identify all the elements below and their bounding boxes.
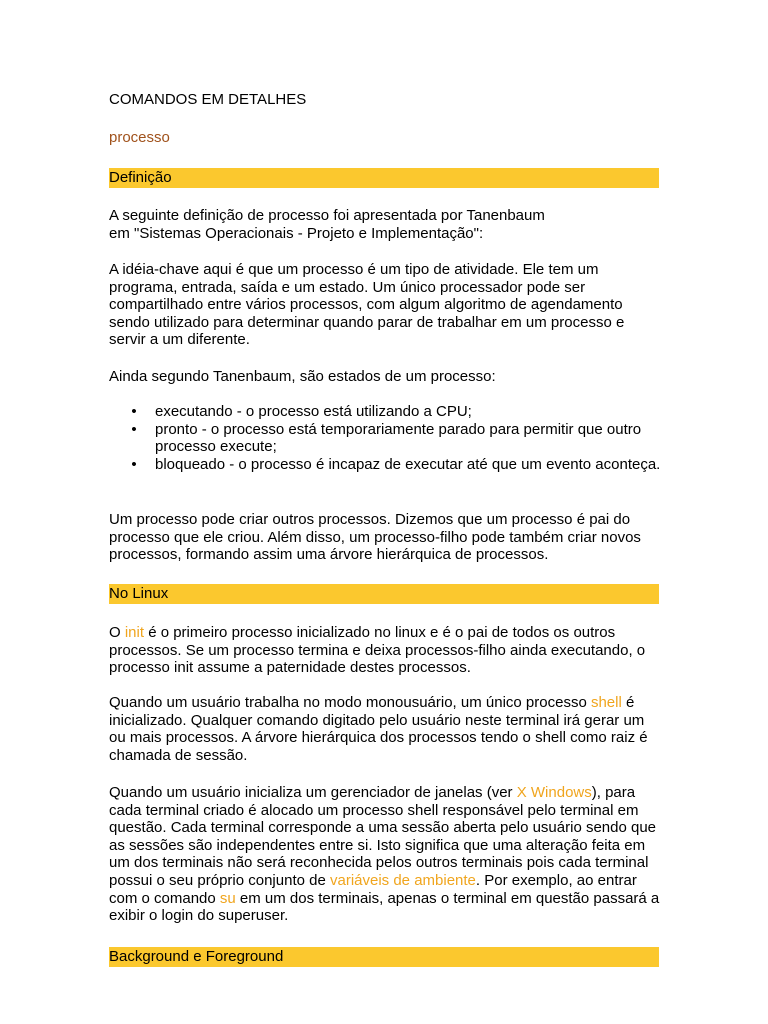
states-list xyxy=(109,403,661,473)
wm-text-pre: Quando um usuário inicializa um gerenciador de janelas (ver xyxy=(109,784,517,801)
page-subtitle: processo xyxy=(109,129,170,146)
list-item xyxy=(109,421,661,456)
section-heading-definicao: Definição xyxy=(109,168,659,188)
list-item-text: executando - o processo está utilizando a CPU; xyxy=(155,403,472,420)
bullet-icon: • xyxy=(131,455,137,473)
list-item xyxy=(109,403,661,421)
x-windows-link[interactable]: X Windows xyxy=(516,784,592,801)
wm-text-mid1: ), para cada terminal criado é alocado um processo shell responsável pelo terminal em questão. Cada terminal corresponde a uma sessão aberta pelo usuário sendo que as sessões são independentes entre si. Isto significa que uma alteração feita em um dos terminais não será reconhecida pelos outros terminais pois cada terminal possui o seu próprio conjunto de xyxy=(109,784,657,889)
shell-link[interactable]: shell xyxy=(590,694,622,711)
bullet-icon: • xyxy=(131,420,137,438)
su-link[interactable]: su xyxy=(219,889,236,907)
wm-text-post: em um dos terminais, apenas o terminal em questão passará a exibir o login do superuser. xyxy=(109,889,660,925)
definicao-intro-line1: A seguinte definição de processo foi apresentada por Tanenbaum xyxy=(109,207,545,224)
definicao-idea-paragraph: A idéia-chave aqui é que um processo é um tipo de atividade. Ele tem um programa, entrada, saída e um estado. Um único processador pode ser compartilhado entre vários processos, com algum algoritmo de agendamento sendo utilizado para determinar quando parar de trabalhar em um processo e servir a um diferente. xyxy=(109,261,625,349)
list-item xyxy=(109,456,661,474)
init-text-post: é o primeiro processo inicializado no linux e é o pai de todos os outros processos. Se um processo termina e deixa processos-filho ainda executando, o processo init assume a paternidade destes processos. xyxy=(109,624,646,677)
init-text-pre: O xyxy=(109,624,125,641)
init-paragraph xyxy=(109,624,661,677)
shell-paragraph xyxy=(109,694,661,764)
shell-text-post: é inicializado. Qualquer comando digitado pelo usuário neste terminal irá gerar um ou mais processos. A árvore hierárquica dos processos tendo o shell como raiz é chamada de sessão. xyxy=(109,694,648,764)
section-heading-no-linux: No Linux xyxy=(109,584,659,604)
definicao-intro xyxy=(109,207,661,242)
wm-text-mid2: . Por exemplo, ao entrar com o comando xyxy=(109,871,637,907)
states-intro-paragraph: Ainda segundo Tanenbaum, são estados de um processo: xyxy=(109,368,496,385)
page-title: COMANDOS EM DETALHES xyxy=(109,91,307,108)
bullet-icon: • xyxy=(131,403,137,420)
children-paragraph: Um processo pode criar outros processos. Dizemos que um processo é pai do processo que ele criou. Além disso, um processo-filho pode também criar novos processos, formando assim uma árvore hierárquica de processos. xyxy=(109,511,641,564)
shell-text-pre: Quando um usuário trabalha no modo monousuário, um único processo xyxy=(109,694,591,711)
definicao-intro-line2: em "Sistemas Operacionais - Projeto e Implementação": xyxy=(109,224,484,242)
section-heading-background-foreground: Background e Foreground xyxy=(109,947,659,967)
window-manager-paragraph xyxy=(109,784,661,925)
list-item-text: bloqueado - o processo é incapaz de executar até que um evento aconteça. xyxy=(155,455,661,473)
init-link[interactable]: init xyxy=(124,624,145,641)
list-item-text: pronto - o processo está temporariamente parado para permitir que outro processo execute; xyxy=(155,420,642,456)
env-variables-link[interactable]: variáveis de ambiente xyxy=(329,871,476,889)
